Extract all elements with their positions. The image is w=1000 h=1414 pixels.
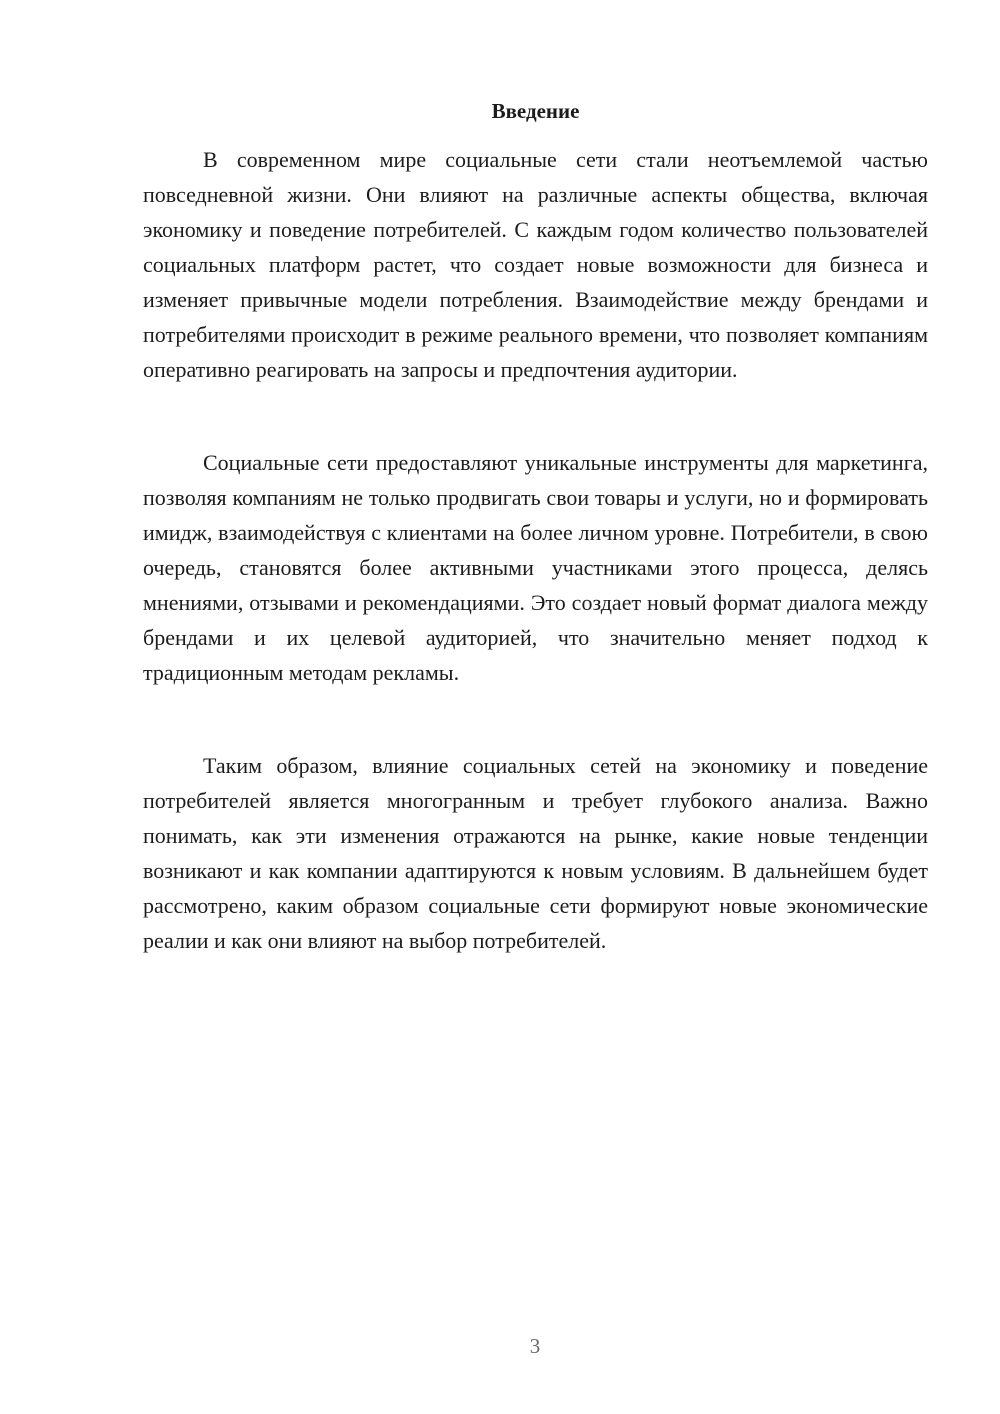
paragraph-3: Таким образом, влияние социальных сетей на экономику и поведение потребителей является многогранным и требует глубокого анализа. Важно понимать, как эти изменения отражаются на рынке, какие новые тенденции возникают и как компании адаптируются к новым условиям. В дальнейшем будет рассмотрено, каким образом социальные сети формируют новые экономические реалии и как они влияют на выбор потребителей. [143, 753, 928, 953]
page-number: 3 [529, 1334, 541, 1358]
paragraph-2: Социальные сети предоставляют уникальные инструменты для маркетинга, позволяя компаниям не только продвигать свои товары и услуги, но и формировать имидж, взаимодействуя с клиентами на более личном уровне. Потребители, в свою очередь, становятся более активными участниками этого процесса, делясь мнениями, отзывами и рекомендациями. Это создает новый формат диалога между брендами и их целевой аудиторией, что значительно меняет подход к традиционным методам рекламы. [143, 450, 928, 685]
section-title: Введение [491, 99, 580, 123]
paragraph-1: В современном мире социальные сети стали неотъемлемой частью повседневной жизни. Они влияют на различные аспекты общества, включая экономику и поведение потребителей. С каждым годом количество пользователей социальных платформ растет, что создает новые возможности для бизнеса и изменяет привычные модели потребления. Взаимодействие между брендами и потребителями происходит в режиме реального времени, что позволяет компаниям оперативно реагировать на запросы и предпочтения аудитории. [143, 147, 928, 382]
